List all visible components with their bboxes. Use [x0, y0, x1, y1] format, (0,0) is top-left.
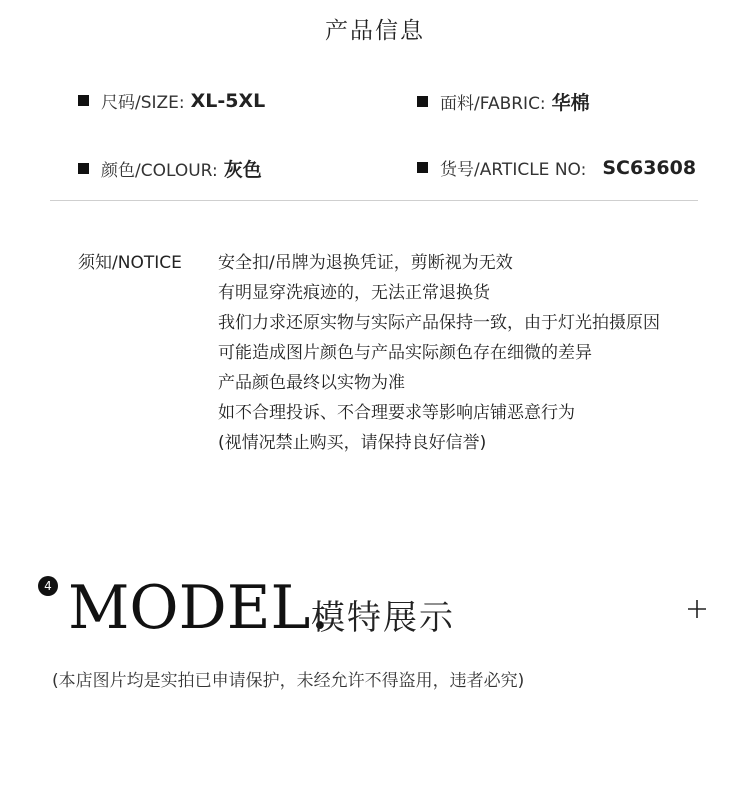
- notice-label: 须知/NOTICE: [78, 253, 182, 273]
- spec-article: [417, 155, 696, 180]
- model-title-cn: 模特展示: [311, 598, 455, 638]
- model-title-en: MODEL.: [68, 573, 330, 643]
- section-number-badge: 4: [38, 576, 58, 596]
- notice-line: 有明显穿洗痕迹的，无法正常退换货: [218, 283, 490, 303]
- divider: [50, 200, 698, 201]
- spec-fabric-value: 华棉: [551, 92, 590, 114]
- product-info-title: 产品信息: [325, 18, 425, 44]
- square-bullet-icon: [78, 95, 89, 106]
- notice-line: 我们力求还原实物与实际产品保持一致，由于灯光拍摄原因: [218, 313, 660, 333]
- spec-colour-label: 颜色/COLOUR:: [101, 161, 218, 181]
- square-bullet-icon: [417, 96, 428, 107]
- spec-colour: [78, 155, 262, 182]
- square-bullet-icon: [78, 163, 89, 174]
- notice-line: 产品颜色最终以实物为准: [218, 373, 405, 393]
- plus-icon[interactable]: [684, 596, 710, 622]
- spec-article-value: SC63608: [602, 156, 697, 179]
- copyright-notice: (本店图片均是实拍已申请保护，未经允许不得盗用，违者必究): [52, 671, 525, 691]
- notice-line: 如不合理投诉、不合理要求等影响店铺恶意行为: [218, 403, 575, 423]
- notice-line: (视情况禁止购买，请保持良好信誉): [218, 433, 487, 453]
- spec-fabric: [417, 88, 590, 115]
- spec-article-label: 货号/ARTICLE NO:: [440, 160, 587, 180]
- notice-line: 可能造成图片颜色与产品实际颜色存在细微的差异: [218, 343, 592, 363]
- spec-size-label: 尺码/SIZE:: [101, 93, 185, 113]
- spec-size-value: XL-5XL: [190, 89, 266, 112]
- spec-fabric-label: 面料/FABRIC:: [440, 94, 546, 114]
- square-bullet-icon: [417, 162, 428, 173]
- spec-colour-value: 灰色: [223, 159, 262, 181]
- spec-size: [78, 88, 265, 113]
- notice-line: 安全扣/吊牌为退换凭证，剪断视为无效: [218, 253, 513, 273]
- notice-list: [218, 248, 660, 458]
